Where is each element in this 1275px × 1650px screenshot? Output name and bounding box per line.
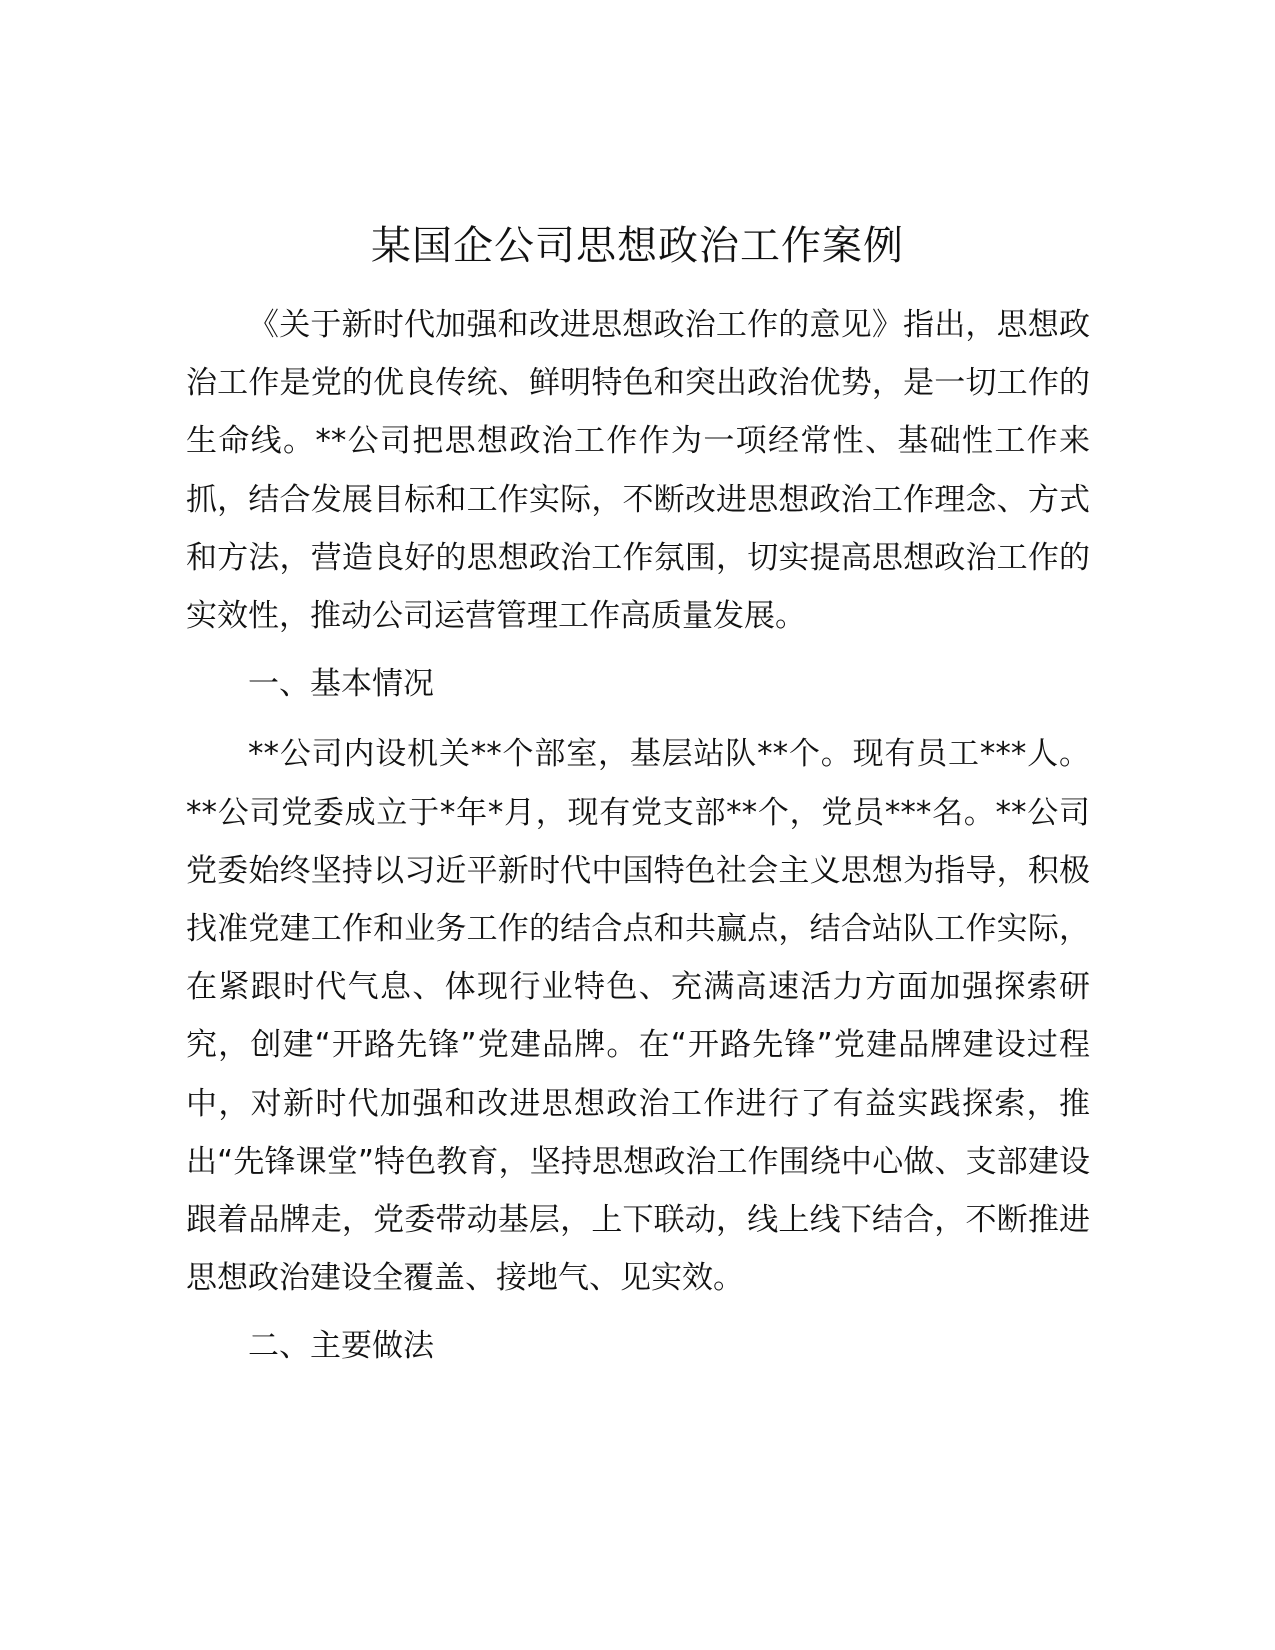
basic-situation-paragraph: **公司内设机关**个部室，基层站队**个。现有员工***人。**公司党委成立于*年*月，现有党支部**个，党员***名。**公司党委始终坚持以习近平新时代中国特色社会主义思想为指导，积极找准党建工作和业务工作的结合点和共赢点，结合站队工作实际，在紧跟时代气息、体现行业特色、充满高速活力方面加强探索研究，创建“开路先锋”党建品牌。在“开路先锋”党建品牌建设过程中，对新时代加强和改进思想政治工作进行了有益实践探索，推出“先锋课堂”特色教育，坚持思想政治工作围绕中心做、支部建设跟着品牌走，党委带动基层，上下联动，线上线下结合，不断推进思想政治建设全覆盖、接地气、见实效。 xyxy=(186,736,1090,1297)
document-title: 某国企公司思想政治工作案例 xyxy=(371,223,904,269)
section-heading-main-practices: 二、主要做法 xyxy=(248,1328,434,1365)
document-body xyxy=(186,296,1090,1388)
section-heading-basic-situation: 一、基本情况 xyxy=(248,666,434,703)
intro-paragraph: 《关于新时代加强和改进思想政治工作的意见》指出，思想政治工作是党的优良传统、鲜明特色和突出政治优势，是一切工作的生命线。**公司把思想政治工作作为一项经常性、基础性工作来抓，结合发展目标和工作实际，不断改进思想政治工作理念、方式和方法，营造良好的思想政治工作氛围，切实提高思想政治工作的实效性，推动公司运营管理工作高质量发展。 xyxy=(186,307,1090,635)
